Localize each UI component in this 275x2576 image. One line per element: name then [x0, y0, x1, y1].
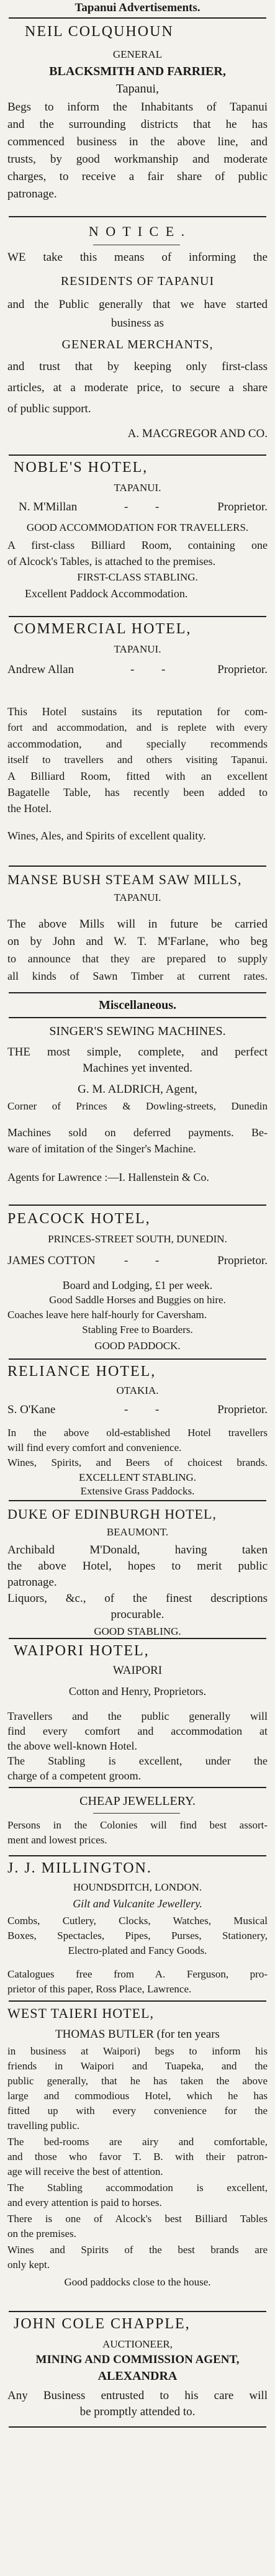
ad-title: COMMERCIAL HOTEL,: [14, 621, 192, 637]
ad-line: in business at Waipori) begs to inform his: [7, 2045, 268, 2057]
ad-line: The Stabling accommodation is excellent,: [7, 2182, 268, 2194]
ad-title: JOHN COLE CHAPPLE,: [14, 2316, 191, 2332]
ad-role: Proprietor.: [217, 500, 268, 513]
ad-dash: -: [124, 1403, 128, 1416]
ad-proprietors: Cotton and Henry, Proprietors.: [68, 1685, 207, 1697]
ad-commercial-hotel: [0, 618, 275, 864]
ad-john-cole-chapple: [0, 2313, 275, 2425]
ad-line: of Alcock's Tables, is attached to the premises.: [7, 555, 216, 567]
ad-proprietor: S. O'Kane: [7, 1403, 56, 1416]
ad-line: Good paddocks close to the house.: [64, 2276, 211, 2288]
ad-line: Wines, Ales, and Spirits of excellent quality.: [7, 829, 206, 842]
ad-role: Proprietor.: [217, 1403, 268, 1416]
ad-line: Boxes, Spectacles, Pipes, Purses, Stationery,: [7, 1930, 268, 1941]
divider: [9, 17, 266, 19]
masthead: [0, 0, 275, 16]
divider: [9, 1855, 266, 1856]
ad-line: In the above old-established Hotel travellers: [7, 1427, 268, 1439]
ad-waipori-hotel: [0, 1640, 275, 1786]
ad-line: and the Public generally that we have started: [7, 298, 268, 311]
ad-address: HOUNDSDITCH, LONDON.: [73, 1881, 202, 1893]
ad-line: Board and Lodging, £1 per week.: [62, 1279, 213, 1291]
ad-title: RELIANCE HOTEL,: [7, 1363, 156, 1380]
ad-title: N O T I C E .: [88, 224, 187, 239]
ad-title: PEACOCK HOTEL,: [7, 1211, 151, 1227]
ad-title: WAIPORI HOTEL,: [14, 1643, 150, 1659]
ad-place: BEAUMONT.: [106, 1526, 169, 1538]
ad-dash: -: [161, 663, 166, 676]
ad-dash: -: [155, 1254, 160, 1267]
ad-line: THE most simple, complete, and perfect: [7, 1046, 268, 1059]
ad-colquhoun: [0, 20, 275, 215]
ad-subtitle: GENERAL: [112, 48, 163, 60]
ad-line: be promptly attended to.: [79, 2405, 196, 2418]
ad-heading: GOOD PADDOCK.: [94, 1340, 181, 1352]
ad-line: and the surrounding districts that he has: [7, 118, 268, 131]
ad-line: Electro-plated and Fancy Goods.: [68, 1945, 207, 1956]
ad-heading: FIRST-CLASS STABLING.: [77, 571, 198, 583]
divider: [9, 1787, 266, 1788]
section-title: Miscellaneous.: [99, 998, 176, 1012]
ad-line: Catalogues free from A. Ferguson, pro-: [7, 1968, 268, 1980]
ad-heading: GENERAL MERCHANTS,: [61, 338, 214, 351]
ad-place: WAIPORI: [112, 1664, 163, 1677]
ad-reliance-hotel: [0, 1361, 275, 1499]
ad-line: only kept.: [7, 2259, 50, 2271]
ad-line: The above Mills will in future be carried: [7, 918, 268, 931]
ad-line: ment and lowest prices.: [7, 1834, 107, 1846]
ad-line: articles, at a moderate price, to secure a share: [7, 381, 268, 394]
ad-singer-sewing-machines: [0, 1019, 275, 1203]
ad-line: accommodation, and specially recommends: [7, 738, 268, 750]
ad-line: Liquors, &c., of the finest descriptions: [7, 1592, 268, 1605]
ad-cheap-jewellery: [0, 1789, 275, 1854]
ad-line: on by John and W. T. M'Farlane, who beg: [7, 935, 268, 948]
ad-address: PRINCES-STREET SOUTH, DUNEDIN.: [48, 1233, 227, 1245]
ad-west-taieri-hotel: [0, 2003, 275, 2310]
ad-role: Proprietor.: [217, 663, 268, 676]
divider: [9, 1358, 266, 1360]
ad-heading: GOOD STABLING.: [94, 1625, 181, 1637]
ad-line: all kinds of Sawn Timber at current rates.: [7, 970, 268, 982]
divider: [9, 2000, 266, 2002]
ad-line: charges, to receive a fair share of public: [7, 170, 268, 183]
ad-dash: -: [130, 663, 135, 676]
divider: [9, 1500, 266, 1501]
ad-line: and trust that by keeping only first-class: [7, 360, 268, 373]
ad-heading: RESIDENTS OF TAPANUI: [60, 274, 215, 288]
ad-place: ALEXANDRA: [97, 2369, 178, 2383]
ad-title: CHEAP JEWELLERY.: [79, 1794, 196, 1808]
ad-line: A first-class Billiard Room, containing one: [7, 539, 268, 551]
ad-line: Wines, Spirits, and Beers of choicest brands.: [7, 1457, 268, 1468]
ad-line: Good Saddle Horses and Buggies on hire.: [49, 1294, 226, 1306]
ad-title: J. J. MILLINGTON.: [7, 1860, 152, 1876]
ad-line: There is one of Alcock's best Billiard Tables: [7, 2213, 268, 2225]
ad-line: the above well-known Hotel.: [7, 1740, 137, 1752]
divider: [9, 1638, 266, 1639]
ad-proprietor: N. M'Millan: [19, 500, 78, 513]
ad-line: and every attention is paid to horses.: [7, 2197, 162, 2208]
divider: [9, 992, 266, 993]
ad-proprietor: JAMES COTTON: [7, 1254, 96, 1267]
ad-line: Travellers and the public generally will: [7, 1710, 268, 1722]
ad-notice: [0, 219, 275, 453]
ad-dash: -: [155, 1403, 160, 1416]
ad-line: commenced business in the above line, and: [7, 135, 268, 148]
ad-heading: GOOD ACCOMMODATION FOR TRAVELLERS.: [26, 522, 249, 533]
ad-role: AUCTIONEER,: [102, 2338, 173, 2350]
ad-line: Machines sold on deferred payments. Be-: [7, 1126, 268, 1139]
ad-line: Excellent Paddock Accommodation.: [25, 587, 188, 600]
ad-line: find every comfort and accommodation at: [7, 1725, 268, 1737]
ad-line: fitted up with every convenience for the: [7, 2105, 268, 2117]
ad-line: business as: [111, 317, 164, 330]
ad-manse-bush-saw-mills: [0, 868, 275, 991]
ad-place: TAPANUI.: [114, 482, 161, 494]
ad-place: TAPANUI.: [114, 643, 161, 655]
ad-title: MANSE BUSH STEAM SAW MILLS,: [7, 872, 242, 887]
ad-line: Any Business entrusted to his care will: [7, 2389, 268, 2402]
divider: [9, 2311, 266, 2312]
divider: [9, 454, 266, 456]
divider: [9, 1017, 266, 1018]
ad-line: The bed-rooms are airy and comfortable,: [7, 2136, 268, 2148]
ad-line: Persons in the Colonies will find best assort-: [7, 1819, 268, 1831]
ad-millington: [0, 1858, 275, 1999]
ad-line: on the premises.: [7, 2228, 76, 2239]
ad-line: trusts, by good workmanship and moderate: [7, 153, 268, 166]
ad-line: This Hotel sustains its reputation for com-: [7, 705, 268, 718]
divider: [9, 616, 266, 617]
ad-line: age will receive the best of attention.: [7, 2166, 163, 2177]
ad-dash: -: [124, 1254, 128, 1267]
ad-line: will find every comfort and convenience.: [7, 1442, 182, 1453]
short-rule: [93, 1813, 180, 1814]
ad-line: ware of imitation of the Singer's Machine.: [7, 1142, 196, 1155]
ad-line: Archibald M'Donald, having taken: [7, 1543, 268, 1557]
ad-line: of public support.: [7, 402, 91, 415]
ad-title: WEST TAIERI HOTEL,: [7, 2005, 155, 2021]
ad-line: patronage.: [7, 188, 57, 201]
ad-place: OTAKIA.: [116, 1385, 159, 1396]
ad-line: the above Hotel, hopes to merit public: [7, 1560, 268, 1573]
ad-line: large and commodious Hotel, which he has: [7, 2090, 268, 2102]
ad-line: itself to travellers and others visiting Tapanui.: [7, 754, 268, 766]
ad-line: fort and accommodation, and is replete with every: [7, 721, 268, 733]
masthead-title: Tapanui Advertisements.: [74, 1, 201, 14]
ad-line: Begs to inform the Inhabitants of Tapanui: [7, 101, 268, 114]
ad-line: charge of a competent groom.: [7, 1769, 142, 1782]
ad-line: Bagatelle Table, has recently been added to: [7, 786, 268, 798]
ad-line: prietor of this paper, Ross Place, Lawrence.: [7, 1983, 192, 1995]
ad-title: NEIL COLQUHOUN: [25, 24, 174, 40]
ad-proprietor: Andrew Allan: [7, 663, 74, 676]
ad-line: WE take this means of informing the: [7, 251, 268, 264]
ad-duke-of-edinburgh-hotel: [0, 1503, 275, 1637]
ad-line: procurable.: [110, 1608, 165, 1621]
ad-line: Agents for Lawrence :—I. Hallenstein & Co.: [7, 1171, 209, 1183]
ad-title: SINGER'S SEWING MACHINES.: [49, 1024, 226, 1038]
ad-agent: G. M. ALDRICH, Agent,: [78, 1083, 197, 1096]
ad-line: Coaches leave here half-hourly for Caversham.: [7, 1309, 207, 1321]
ad-title: DUKE OF EDINBURGH HOTEL,: [7, 1506, 217, 1522]
ad-line: A Billiard Room, fitted with an excellent: [7, 770, 268, 782]
ad-heading: EXCELLENT STABLING.: [78, 1471, 197, 1483]
ad-line: Combs, Cutlery, Clocks, Watches, Musical: [7, 1915, 268, 1927]
ad-line: patronage.: [7, 1576, 57, 1589]
ad-line: Machines yet invented.: [83, 1062, 192, 1075]
ad-line: The Stabling is excellent, under the: [7, 1755, 268, 1767]
ad-dash: -: [124, 500, 128, 513]
ad-line: Stabling Free to Boarders.: [82, 1324, 193, 1335]
ad-peacock-hotel: [0, 1207, 275, 1357]
ad-line: and those who favor T. B. with their patron-: [7, 2151, 268, 2162]
ad-title: NOBLE'S HOTEL,: [14, 459, 148, 476]
ad-line: to announce that they are prepared to supply: [7, 952, 268, 965]
ad-line: travelling public.: [7, 2120, 80, 2131]
ad-role: Proprietor.: [217, 1254, 268, 1267]
ad-trade: BLACKSMITH AND FARRIER,: [49, 65, 226, 78]
ad-dash: -: [155, 500, 160, 513]
ad-signature: A. MACGREGOR AND CO.: [127, 427, 268, 440]
ad-subtitle: Gilt and Vulcanite Jewellery.: [73, 1897, 202, 1910]
ad-proprietor: THOMAS BUTLER (for ten years: [55, 2028, 220, 2041]
ad-line: Extensive Grass Paddocks.: [80, 1485, 195, 1497]
divider: [9, 865, 266, 867]
ad-trade: MINING AND COMMISSION AGENT,: [35, 2353, 240, 2366]
ad-line: the Hotel.: [7, 802, 52, 815]
ad-address: Corner of Princes & Dowling-streets, Dunedin: [7, 1100, 268, 1112]
ad-place: Tapanui,: [115, 82, 160, 96]
ad-place: TAPANUI.: [114, 892, 161, 903]
ad-line: Wines and Spirits of the best brands are: [7, 2244, 268, 2256]
divider: [9, 2426, 266, 2428]
divider: [9, 1204, 266, 1206]
ad-line: friends in Waipori and Tuapeka, and the: [7, 2060, 268, 2072]
section-header: [0, 995, 275, 1016]
ad-nobles-hotel: [0, 457, 275, 615]
ad-line: public generally, that he has taken the above: [7, 2075, 268, 2087]
divider: [9, 216, 266, 217]
